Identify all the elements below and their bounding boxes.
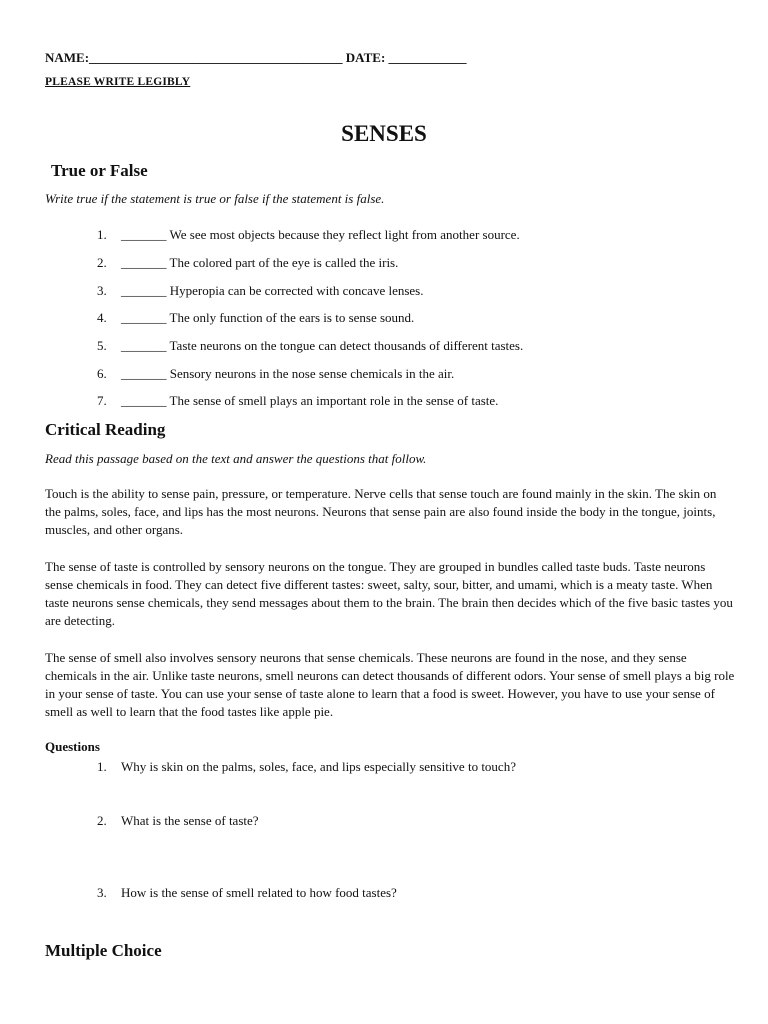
question-3[interactable] (97, 885, 397, 901)
item-number: 4. (97, 310, 107, 325)
tf-item-1[interactable] (97, 227, 520, 243)
tf-item-6[interactable] (97, 366, 454, 382)
item-number: 1. (97, 227, 107, 242)
question-text: Why is skin on the palms, soles, face, and lips especially sensitive to touch? (121, 759, 516, 774)
name-date-line[interactable]: NAME:_______________________________________ DATE: ____________ (45, 50, 467, 65)
question-text: What is the sense of taste? (121, 813, 259, 828)
question-text: How is the sense of smell related to how food tastes? (121, 885, 397, 900)
question-number: 1. (97, 759, 107, 774)
tf-item-2[interactable] (97, 255, 398, 271)
item-text: _______ Hyperopia can be corrected with concave lenses. (121, 283, 424, 298)
question-number: 3. (97, 885, 107, 900)
item-text: _______ The only function of the ears is to sense sound. (121, 310, 415, 325)
true-false-heading: True or False (51, 161, 148, 180)
critical-reading-instruction: Read this passage based on the text and answer the questions that follow. (45, 451, 427, 466)
passage-paragraph-touch: Touch is the ability to sense pain, pressure, or temperature. Nerve cells that sense touch are found mainly in the skin. The skin on the palms, soles, face, and lips has the most neurons. Neurons that sense pain are also found inside the body in the tongue, joints, muscles, and other organs. (45, 486, 717, 537)
item-text: _______ The sense of smell plays an important role in the sense of taste. (121, 393, 499, 408)
item-number: 2. (97, 255, 107, 270)
write-legibly-note: PLEASE WRITE LEGIBLY (45, 76, 191, 88)
item-number: 7. (97, 393, 107, 408)
item-number: 6. (97, 366, 107, 381)
item-text: _______ The colored part of the eye is called the iris. (121, 255, 399, 270)
item-number: 5. (97, 338, 107, 353)
passage-paragraph-smell: The sense of smell also involves sensory neurons that sense chemicals. These neurons are found in the nose, and they sense chemicals in the air. Unlike taste neurons, smell neurons can detect thousands of different odors. Your sense of smell plays a big role in your sense of taste. You can use your sense of taste alone to learn that a food is sweet. However, you have to use your sense of smell as well to learn that the food tastes like apple pie. (45, 650, 735, 719)
passage-paragraph-taste: The sense of taste is controlled by sensory neurons on the tongue. They are grouped in bundles called taste buds. Taste neurons sense chemicals in food. They can detect five different tastes: sweet, salty, sour, bitter, and umami, which is a meaty taste. When taste neurons sense chemicals, they send messages about them to the brain. The brain then decides which of the five basic tastes you are detecting. (45, 559, 733, 628)
tf-item-7[interactable] (97, 393, 498, 409)
item-text: _______ We see most objects because they reflect light from another source. (121, 227, 520, 242)
true-false-instruction: Write true if the statement is true or false if the statement is false. (45, 191, 385, 206)
question-1[interactable] (97, 759, 516, 775)
item-text: _______ Taste neurons on the tongue can detect thousands of different tastes. (121, 338, 524, 353)
tf-item-5[interactable] (97, 338, 523, 354)
tf-item-3[interactable] (97, 283, 424, 299)
multiple-choice-heading: Multiple Choice (45, 941, 162, 960)
critical-reading-heading: Critical Reading (45, 420, 166, 439)
page-title: SENSES (341, 121, 427, 146)
tf-item-4[interactable] (97, 310, 414, 326)
item-number: 3. (97, 283, 107, 298)
question-number: 2. (97, 813, 107, 828)
question-2[interactable] (97, 813, 259, 829)
questions-heading: Questions (45, 739, 100, 754)
item-text: _______ Sensory neurons in the nose sense chemicals in the air. (121, 366, 455, 381)
